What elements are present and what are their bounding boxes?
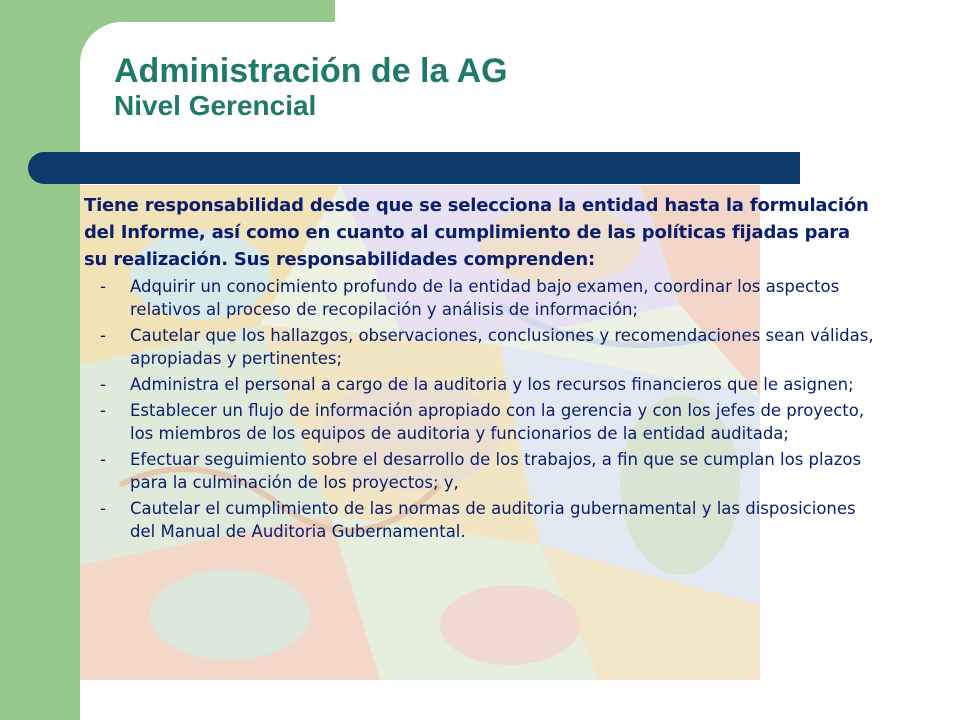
bullet-dash: - (100, 326, 106, 345)
list-item-text: Efectuar seguimiento sobre el desarrollo de los trabajos, a fin que se cumplan los plazos para la culminación de los proyectos; y, (130, 450, 862, 492)
list-item-text: Cautelar que los hallazgos, observaciones, conclusiones y recomendaciones sean válidas, apropiadas y pertinentes; (130, 326, 874, 368)
title-subtitle: Nivel Gerencial (114, 90, 317, 121)
bullet-dash: - (100, 401, 106, 420)
slide-title (114, 54, 508, 120)
intro-paragraph: Tiene responsabilidad desde que se selecciona la entidad hasta la formulación del Informe, así como en cuanto al cumplimiento de las políticas fijadas para su realización. Sus responsabilidades comprenden: (84, 195, 869, 270)
list-item-text: Establecer un flujo de información apropiado con la gerencia y con los jefes de proyecto, los miembros de los equipos de auditoria y funcionarios de la entidad auditada; (130, 401, 865, 443)
bullet-dash: - (100, 277, 106, 296)
list-item (84, 497, 874, 543)
left-green-bar (0, 0, 80, 720)
list-item (84, 275, 874, 321)
slide-body (84, 192, 874, 546)
title-main: Administración de la AG (114, 52, 508, 90)
list-item (84, 373, 874, 396)
list-item-text: Cautelar el cumplimiento de las normas de auditoria gubernamental y las disposiciones del Manual de Auditoria Gubernamental. (130, 499, 856, 541)
list-item (84, 399, 874, 445)
bullet-dash: - (100, 499, 106, 518)
bullet-dash: - (100, 375, 106, 394)
bullet-dash: - (100, 450, 106, 469)
responsibilities-list (84, 275, 874, 543)
list-item (84, 324, 874, 370)
list-item-text: Administra el personal a cargo de la auditoria y los recursos financieros que le asignen; (130, 375, 854, 394)
title-divider-band (28, 152, 800, 184)
list-item-text: Adquirir un conocimiento profundo de la entidad bajo examen, coordinar los aspectos relativos al proceso de recopilación y análisis de información; (130, 277, 840, 319)
list-item (84, 448, 874, 494)
